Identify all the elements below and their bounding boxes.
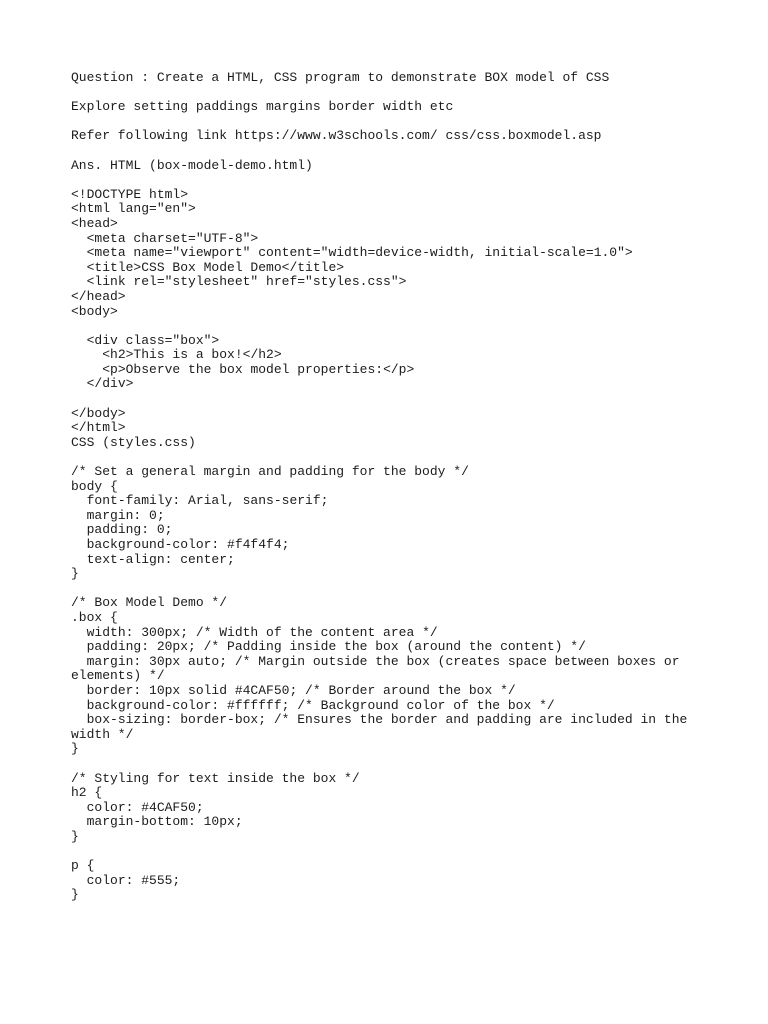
code-line: <div class="box"> <box>71 332 220 348</box>
explore-text: Explore setting paddings margins border width etc <box>71 99 454 115</box>
css-heading: CSS (styles.css) <box>71 434 196 450</box>
code-line: } <box>71 566 79 582</box>
code-line: <h2>This is a box!</h2> <box>71 347 282 363</box>
code-line: <link rel="stylesheet" href="styles.css"> <box>71 274 407 290</box>
code-line: margin-bottom: 10px; <box>71 814 243 830</box>
code-line <box>71 757 691 772</box>
code-line: <title>CSS Box Model Demo</title> <box>71 259 345 275</box>
code-line: font-family: Arial, sans-serif; <box>71 493 329 509</box>
code-line: box-sizing: border-box; /* Ensures the border and padding are included in the width */ <box>71 712 696 742</box>
code-line <box>71 844 691 859</box>
code-line <box>71 319 691 334</box>
code-line: </body> <box>71 405 126 421</box>
html-code-block <box>71 188 691 436</box>
refer-link-text: Refer following link https://www.w3schools.com/ css/css.boxmodel.asp <box>71 128 602 144</box>
code-line: width: 300px; /* Width of the content area */ <box>71 624 438 640</box>
code-line: background-color: #ffffff; /* Background color of the box */ <box>71 697 555 713</box>
code-line: <!DOCTYPE html> <box>71 186 189 202</box>
code-line: </div> <box>71 376 134 392</box>
code-line: </html> <box>71 420 126 436</box>
question-text: Question : Create a HTML, CSS program to demonstrate BOX model of CSS <box>71 70 610 85</box>
html-heading: Ans. HTML (box-model-demo.html) <box>71 157 313 173</box>
code-line: margin: 0; <box>71 507 165 523</box>
code-line: } <box>71 887 79 903</box>
code-line <box>71 582 691 597</box>
code-line: /* Styling for text inside the box */ <box>71 770 360 786</box>
code-line: /* Box Model Demo */ <box>71 595 228 611</box>
code-line: body { <box>71 478 118 494</box>
code-line: /* Set a general margin and padding for the body */ <box>71 464 469 480</box>
css-code-block <box>71 464 696 903</box>
code-line: padding: 0; <box>71 522 173 538</box>
code-line: padding: 20px; /* Padding inside the box (around the content) */ <box>71 639 586 655</box>
code-line: <body> <box>71 303 118 319</box>
code-line: <meta name="viewport" content="width=device-width, initial-scale=1.0"> <box>71 245 633 261</box>
code-line: .box { <box>71 609 118 625</box>
code-line: h2 { <box>71 785 103 801</box>
code-line: color: #4CAF50; <box>71 799 204 815</box>
code-line: border: 10px solid #4CAF50; /* Border around the box */ <box>71 682 516 698</box>
code-line: <p>Observe the box model properties:</p> <box>71 361 415 377</box>
document-page <box>71 70 696 903</box>
code-line: <head> <box>71 215 118 231</box>
code-line: color: #555; <box>71 872 181 888</box>
code-line: </head> <box>71 288 126 304</box>
code-line: text-align: center; <box>71 551 235 567</box>
code-line: p { <box>71 858 95 874</box>
code-line: <html lang="en"> <box>71 201 196 217</box>
code-line: } <box>71 741 79 757</box>
code-line: margin: 30px auto; /* Margin outside the box (creates space between boxes or elements) */ <box>71 653 688 684</box>
code-line: <meta charset="UTF-8"> <box>71 230 259 246</box>
code-line <box>71 392 691 407</box>
code-line: background-color: #f4f4f4; <box>71 537 290 552</box>
code-line: } <box>71 828 79 844</box>
